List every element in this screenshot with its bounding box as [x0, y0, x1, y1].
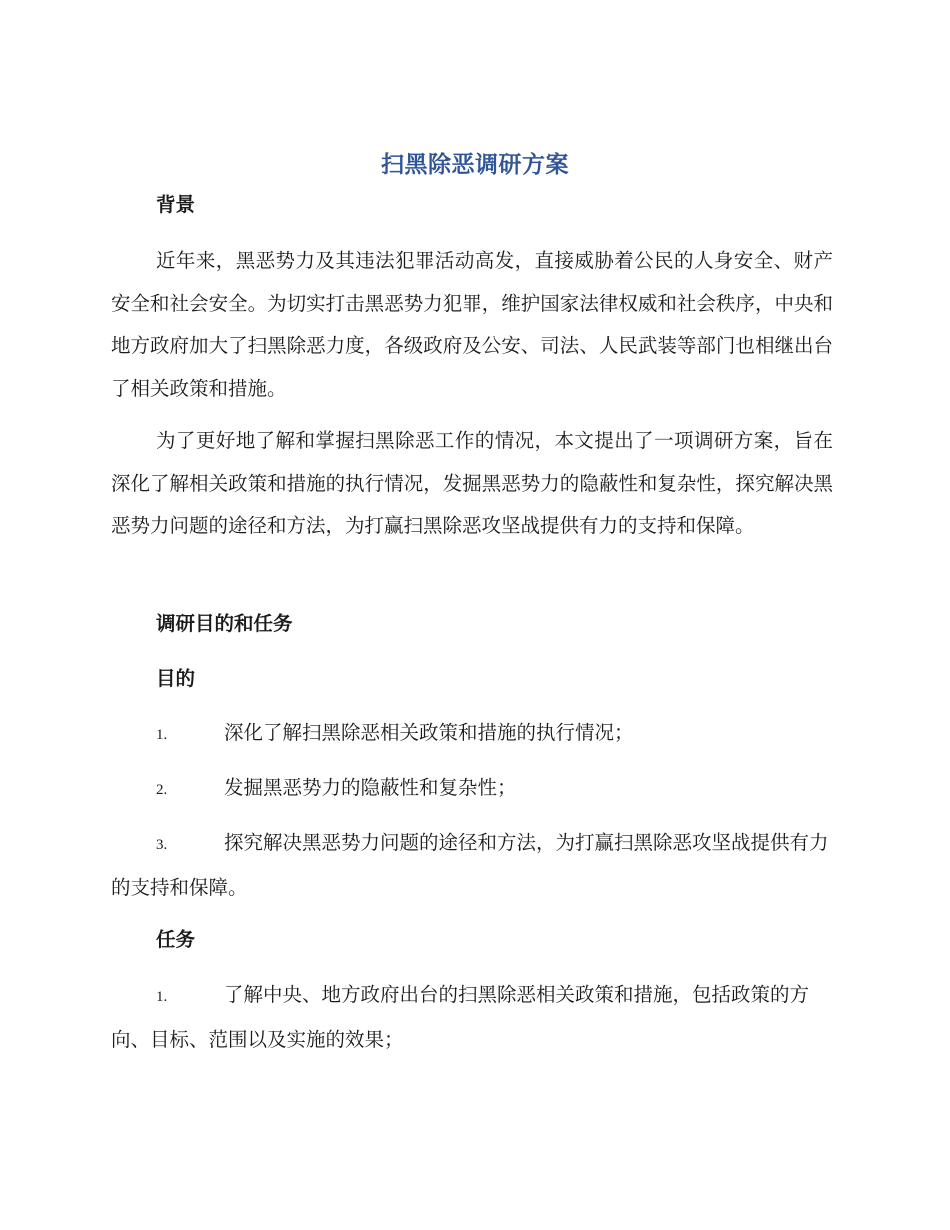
list-item-number: 1.: [156, 727, 168, 743]
list-item-text: 了解中央、地方政府出台的扫黑除恶相关政策和措施，包括政策的方向、目标、范围以及实施的效果；: [111, 983, 810, 1051]
document-title: 扫黑除恶调研方案: [381, 152, 569, 178]
section-heading-tasks: 任务: [156, 928, 196, 951]
list-item-text: 深化了解扫黑除恶相关政策和措施的执行情况；: [224, 721, 634, 744]
tasks-list-item: [111, 974, 833, 1061]
purpose-list-item: [111, 712, 833, 757]
purpose-list-item: [111, 822, 833, 909]
list-item-number: 1.: [156, 989, 168, 1005]
list-item-number: 2.: [156, 782, 168, 798]
purpose-list-item: [111, 767, 833, 812]
list-item-text: 探究解决黑恶势力问题的途径和方法，为打赢扫黑除恶攻坚战提供有力的支持和保障。: [111, 831, 829, 899]
section-heading-purpose-tasks: 调研目的和任务: [156, 612, 293, 635]
background-paragraph-2: 为了更好地了解和掌握扫黑除恶工作的情况，本文提出了一项调研方案，旨在深化了解相关政策和措施的执行情况，发掘黑恶势力的隐蔽性和复杂性，探究解决黑恶势力问题的途径和方法，为打赢扫黑除恶攻坚战提供有力的支持和保障。: [111, 429, 833, 537]
section-heading-purpose: 目的: [156, 667, 196, 690]
list-item-text: 发掘黑恶势力的隐蔽性和复杂性；: [224, 776, 517, 799]
list-item-number: 3.: [156, 837, 168, 853]
section-heading-background: 背景: [156, 193, 196, 216]
background-paragraph-1: 近年来，黑恶势力及其违法犯罪活动高发，直接威胁着公民的人身安全、财产安全和社会安全。为切实打击黑恶势力犯罪，维护国家法律权威和社会秩序，中央和地方政府加大了扫黑除恶力度，各级政府及公安、司法、人民武装等部门也相继出台了相关政策和措施。: [111, 249, 833, 400]
